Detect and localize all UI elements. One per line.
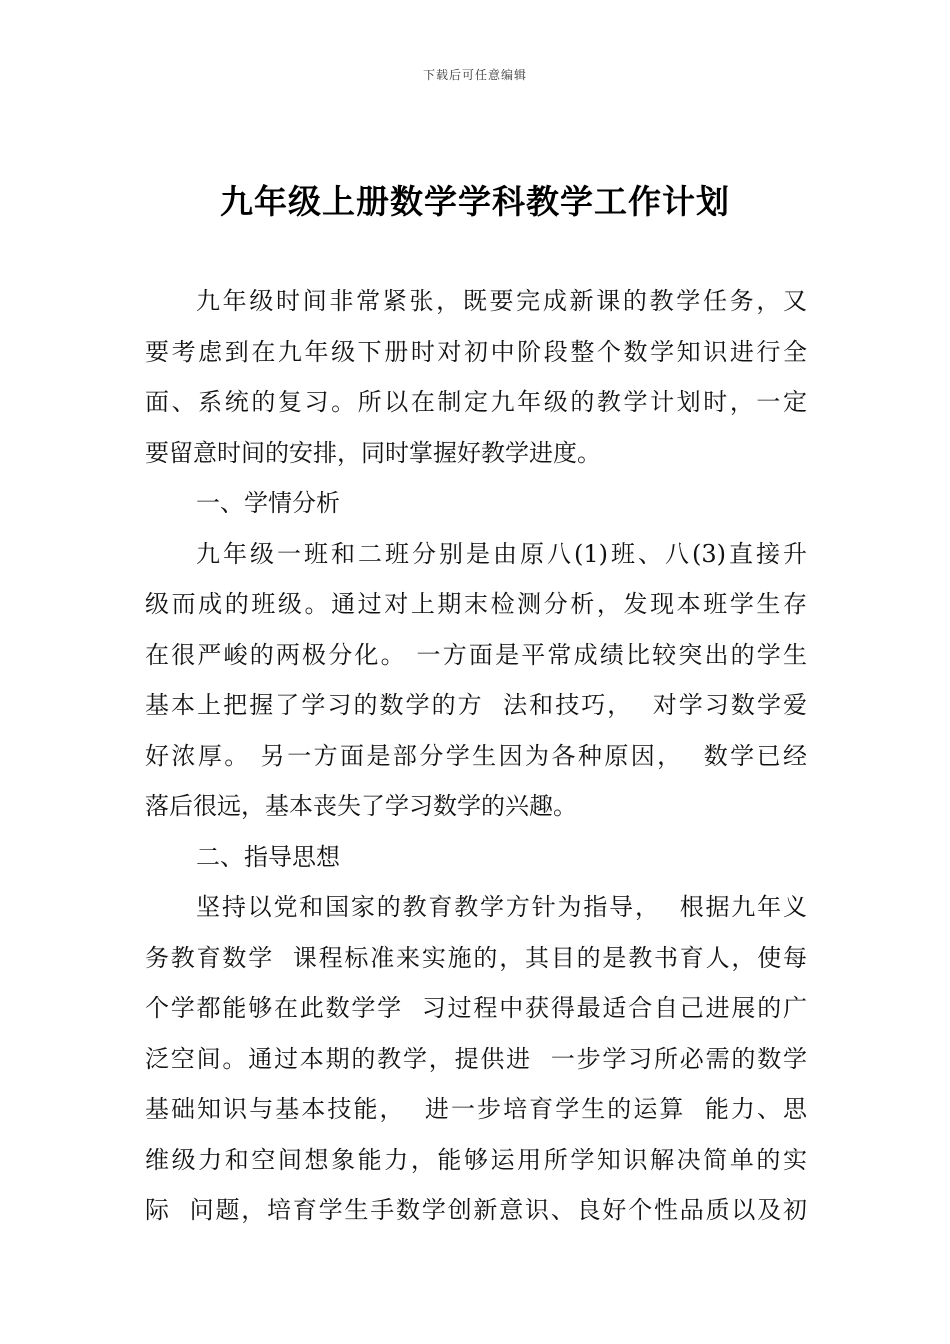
paragraph-line: 务教育数学 课程标准来实施的，其目的是教书育人，使每	[145, 943, 807, 972]
paragraph-line: 个学都能够在此数学学 习过程中获得最适合自己进展的广	[145, 994, 807, 1022]
paragraph-line: 基本上把握了学习的数学的方 法和技巧， 对学习数学爱	[145, 691, 807, 719]
paragraph-line: 九年级一班和二班分别是由原八(1)班、八(3)直接升	[196, 539, 807, 568]
paragraph-line: 维级力和空间想象能力，能够运用所学知识解决简单的实	[145, 1145, 807, 1174]
section-heading: 一、学情分析	[196, 489, 340, 517]
document-title: 九年级上册数学学科教学工作计划	[220, 182, 730, 221]
header-note: 下载后可任意编辑	[422, 68, 527, 82]
paragraph-line: 要留意时间的安排，同时掌握好教学进度。	[145, 438, 601, 467]
paragraph-line: 基础知识与基本技能， 进一步培育学生的运算 能力、思	[145, 1095, 807, 1123]
paragraph-line: 级而成的班级。通过对上期末检测分析，发现本班学生存	[145, 590, 807, 618]
paragraph-line: 落后很远，基本丧失了学习数学的兴趣。	[145, 792, 577, 820]
paragraph-line: 际 问题，培育学生手数学创新意识、良好个性品质以及初	[145, 1196, 807, 1224]
paragraph-line: 要考虑到在九年级下册时对初中阶段整个数学知识进行全	[145, 337, 807, 366]
paragraph-line: 在很严峻的两极分化。 一方面是平常成绩比较突出的学生	[145, 640, 807, 669]
paragraph-line: 好浓厚。 另一方面是部分学生因为各种原因， 数学已经	[145, 741, 807, 770]
paragraph-line: 面、系统的复习。所以在制定九年级的教学计划时，一定	[145, 388, 807, 416]
paragraph-line: 泛空间。通过本期的教学，提供进 一步学习所必需的数学	[145, 1044, 807, 1073]
paragraph-line: 坚持以党和国家的教育教学方针为指导， 根据九年义	[196, 893, 807, 921]
paragraph-line: 九年级时间非常紧张，既要完成新课的教学任务，又	[196, 287, 807, 315]
section-heading: 二、指导思想	[196, 842, 340, 871]
document-body	[145, 276, 807, 1236]
